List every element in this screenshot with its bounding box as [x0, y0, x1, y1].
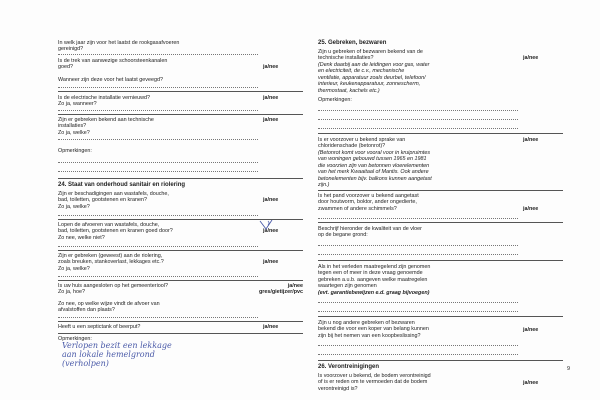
divider — [58, 114, 303, 115]
answer-line — [58, 246, 258, 247]
answer-jnee[interactable]: ja/nee — [523, 137, 539, 143]
remarks-line — [318, 119, 518, 120]
question-electrische-installatie: Is de electrische installatie vernieuwd? Zo ja, wanneer? — [58, 95, 150, 108]
answer-line — [58, 139, 258, 140]
remarks-label: Opmerkingen: — [318, 97, 352, 103]
section-24-heading: 24. Staat van onderhoud sanitair en riolering — [58, 182, 186, 188]
question-gemeenteriool: Is uw huis aangesloten op het gemeenteriool? Zo ja, hoe? — [58, 283, 168, 296]
answer-line — [318, 245, 518, 246]
question-geveegd: Wanneer zijn deze voor het laatst geveegd? — [58, 77, 163, 83]
question-andere-gebreken: Zijn u nog andere gebreken of bezwaren bekend die voor een koper van belang kunnen zijn bij het nemen van een koopbeslissing? — [318, 320, 429, 339]
remarks-label: Opmerkingen: — [58, 336, 92, 342]
answer-line — [58, 215, 258, 216]
answer-line — [58, 87, 258, 88]
remarks-line — [58, 171, 258, 172]
answer-jnee[interactable]: ja/nee — [263, 197, 279, 203]
divider — [318, 360, 563, 361]
left-column — [58, 40, 303, 370]
question-note: (evt. garantiebewijzen e.d. graag bijvoegen) — [318, 290, 430, 296]
remarks-label: Opmerkingen: — [58, 148, 92, 154]
question-note: (Denk daarbij aan de leidingen voor gas, water en electriciteit, de c.v., mechanische ventilatie, apparatuur zoals deurbel, telefoon/ interieur, keukenapparatuur, zonnescherm, thermostaat, kachels etc.) — [318, 62, 430, 94]
answer-line — [318, 302, 518, 303]
answer-jnee[interactable]: ja/nee — [263, 259, 279, 265]
answer-jnee[interactable]: ja/nee — [263, 95, 279, 101]
answer-jnee[interactable]: ja/nee — [263, 324, 279, 330]
answer-line — [58, 317, 258, 318]
remarks-line — [318, 110, 518, 111]
question-technische-gebreken: Zijn u gebreken of bezwaren bekend van de technische installaties? — [318, 49, 423, 62]
answer-jnee[interactable]: ja/nee — [523, 327, 539, 333]
page-number: 9 — [566, 366, 570, 372]
remarks-line — [318, 128, 518, 129]
divider — [58, 250, 303, 251]
question-afvoeren: Lopen de afvoeren van wastafels, douche, bad, toiletten, gootstenen en kranen goed door? Zo nee, welke niet? — [58, 222, 173, 241]
question-maatregelen: Als in het verleden maatregelend zijn genomen tegen een of meer in deze vraag genoemde gebreken a.u.b. aangeven welke maatregelen waartegen zijn genomen — [318, 264, 431, 290]
divider — [318, 133, 563, 134]
question-kwaliteit-vloer: Beschrijf hieronder de kwaliteit van de vloer op de begane grond: — [318, 226, 422, 239]
question-houtworm: Is het pand voorzover u bekend aangetast door houtworm, boktor, ander ongedierte, zwammen of andere schimmels? — [318, 193, 419, 212]
answer-jnee[interactable]: ja/nee — [263, 64, 279, 70]
answer-jnee[interactable]: ja/nee — [523, 55, 539, 61]
divider — [58, 178, 303, 179]
remarks-line — [58, 162, 258, 163]
divider — [58, 280, 303, 281]
question-beschadigingen: Zijn er beschadigingen aan wastafels, douche, bad, toiletten, gootstenen en kranen? Zo ja, welke? — [58, 191, 169, 210]
answer-line — [318, 254, 518, 255]
answer-jnee[interactable]: ja/nee — [523, 380, 539, 386]
answer-riool-type[interactable]: ja/nee gres/gietijzer/pvc — [258, 283, 303, 296]
question-bodem: Is voorzover u bekend, de bodem verontreinigd of is er reden om te vermoeden dat de bodem verontreinigd is? — [318, 373, 431, 392]
divider — [318, 190, 563, 191]
divider — [58, 321, 303, 322]
divider — [318, 222, 563, 223]
answer-line — [58, 110, 258, 111]
question-riolering: Zijn er gebreken (geweest) aan de riolering, zoals breuken, stankoverlast, lekkages etc.? Zo ja, welke? — [58, 253, 164, 272]
divider — [58, 333, 303, 334]
handwritten-remark: Verlopen bezit een lekkage aan lokale hemelgrond (verholpen) — [62, 341, 172, 368]
answer-jnee[interactable]: ja/nee — [263, 117, 279, 123]
answer-line — [318, 345, 518, 346]
divider — [318, 260, 563, 261]
divider — [318, 316, 563, 317]
handwritten-check-icon — [258, 219, 276, 231]
question-note: (Betonrot komt voor vooral voor in kruipruimtes van woningen gebouwd tussen 1965 en 1981 die voorzien zijn van betonnen vloerelementen van het merk Kwaaitaal of Mantis. Ook andere betonelementen bijv. balkons kunnen aangetast zijn.) — [318, 150, 432, 189]
answer-line — [318, 311, 518, 312]
question-rookgas: In welk jaar zijn voor het laatst de rookgasafvoeren gereinigd? — [58, 40, 180, 53]
question-betonrot: Is er voorzover u bekend sprake van chloridenschade (betonrot)? — [318, 137, 406, 150]
right-column — [318, 40, 563, 392]
answer-jnee[interactable]: ja/nee — [263, 228, 279, 234]
section-26-heading: 26. Verontreinigingen — [318, 364, 380, 370]
question-schoorsteen-trek: Is de trek van aanwezige schoorsteenkanalen goed? — [58, 58, 168, 71]
question-technische-installaties: Zijn er gebreken bekend aan technische installaties? Zo ja, welke? — [58, 117, 154, 136]
section-25-heading: 25. Gebreken, bezwaren — [318, 40, 387, 46]
answer-line — [318, 354, 518, 355]
answer-line — [58, 54, 258, 55]
question-septictank: Heeft u een septictank of beerput? — [58, 324, 141, 330]
question-afvoer-afvalstoffen: Zo nee, op welke wijze vindt de afvoer van afvalstoffen dan plaats? — [58, 301, 160, 314]
answer-jnee[interactable]: ja/nee — [523, 206, 539, 212]
divider — [58, 91, 303, 92]
answer-line — [318, 218, 518, 219]
answer-line — [58, 276, 258, 277]
